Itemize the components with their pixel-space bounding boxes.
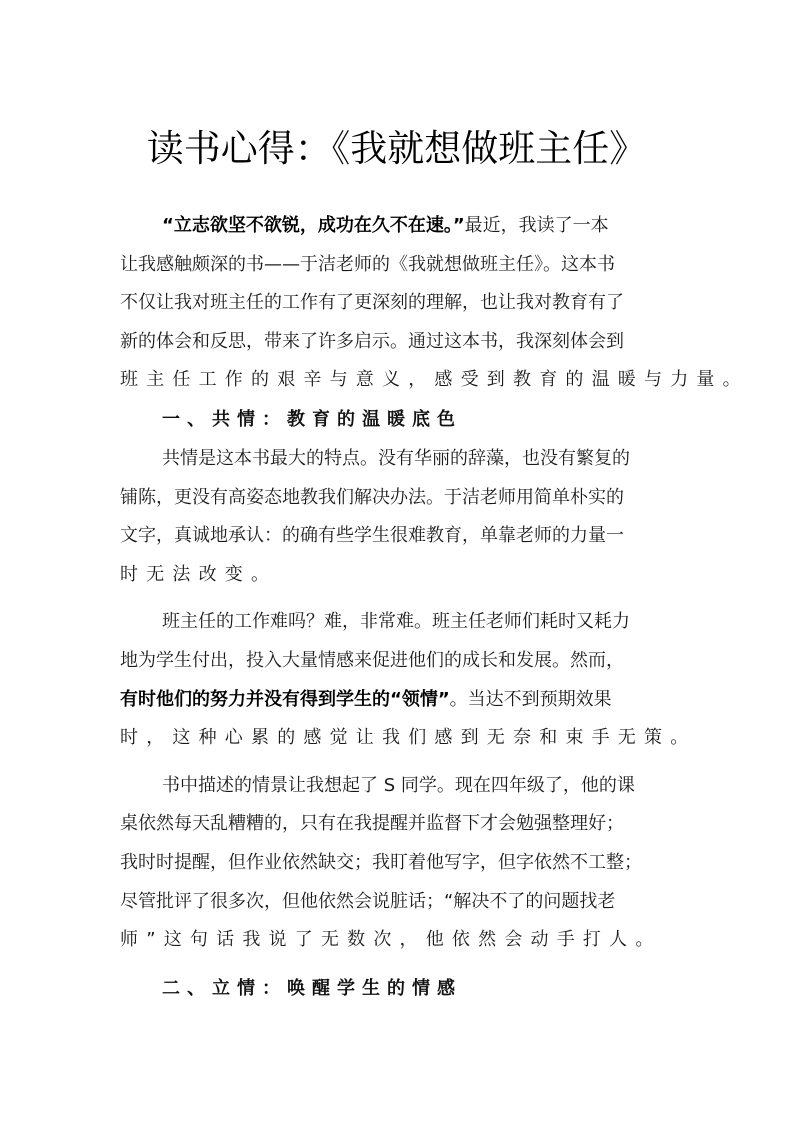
section-heading-1: 一、共情：教育的温暖底色 xyxy=(162,408,462,430)
text-line: 师”这句话我说了无数次，他依然会动手打人。 xyxy=(120,929,662,951)
paragraph-intro xyxy=(120,207,749,400)
paragraph-student-s xyxy=(120,767,673,960)
text-line: 桌依然每天乱糟糟的，只有在我提醒并监督下才会勉强整理好； xyxy=(120,813,624,835)
text-line: 我时时提醒，但作业依然缺交；我盯着他写字，但字依然不工整； xyxy=(120,851,642,873)
section-heading-2: 二、立情：唤醒学生的情感 xyxy=(162,977,462,999)
paragraph-difficulty xyxy=(120,603,697,757)
text-line: 铺陈，更没有高姿态地教我们解决办法。于洁老师用简单朴实的 xyxy=(120,486,624,508)
text-line: 让我感触颇深的书——于洁老师的《我就想做班主任》。这本书 xyxy=(120,253,615,275)
text-line: 班主任的工作难吗？难，非常难。班主任老师们耗时又耗力 xyxy=(162,611,630,633)
text-line xyxy=(120,207,673,246)
text-line: 共情是这本书最大的特点。没有华丽的辞藻，也没有繁复的 xyxy=(162,447,630,469)
text-line: 新的体会和反思，带来了许多启示。通过这本书，我深刻体会到 xyxy=(120,330,624,352)
quote-bold: “立志欲坚不欲锐，成功在久不在速。” xyxy=(162,215,465,236)
paragraph-empathy xyxy=(120,440,673,594)
text-line: 不仅让我对班主任的工作有了更深刻的理解，也让我对教育有了 xyxy=(120,292,624,314)
text-line: 地为学生付出，投入大量情感来促进他们的成长和发展。然而， xyxy=(120,649,624,671)
document-body xyxy=(120,207,749,1009)
text-line: 书中描述的情景让我想起了 S 同学。现在四年级了，他的课 xyxy=(162,774,635,796)
text-line: 尽管批评了很多次，但他依然会说脏话；“解决不了的问题找老 xyxy=(120,890,616,912)
text-line: 文字，真诚地承认：的确有些学生很难教育，单靠老师的力量一 xyxy=(120,525,624,547)
text-span: 最近，我读了一本 xyxy=(464,215,609,236)
text-span: 。当达不到预期效果 xyxy=(449,688,612,710)
text-line xyxy=(120,681,673,720)
emphasis-bold: 有时他们的努力并没有得到学生的“领情” xyxy=(120,688,450,710)
text-line: 班主任工作的艰辛与意义，感受到教育的温暖与力量。 xyxy=(120,369,749,391)
document-title: 读书心得：《我就想做班主任》 xyxy=(146,127,647,170)
text-line: 时，这种心累的感觉让我们感到无奈和束手无策。 xyxy=(120,727,697,749)
text-line: 时无法改变。 xyxy=(120,563,278,585)
